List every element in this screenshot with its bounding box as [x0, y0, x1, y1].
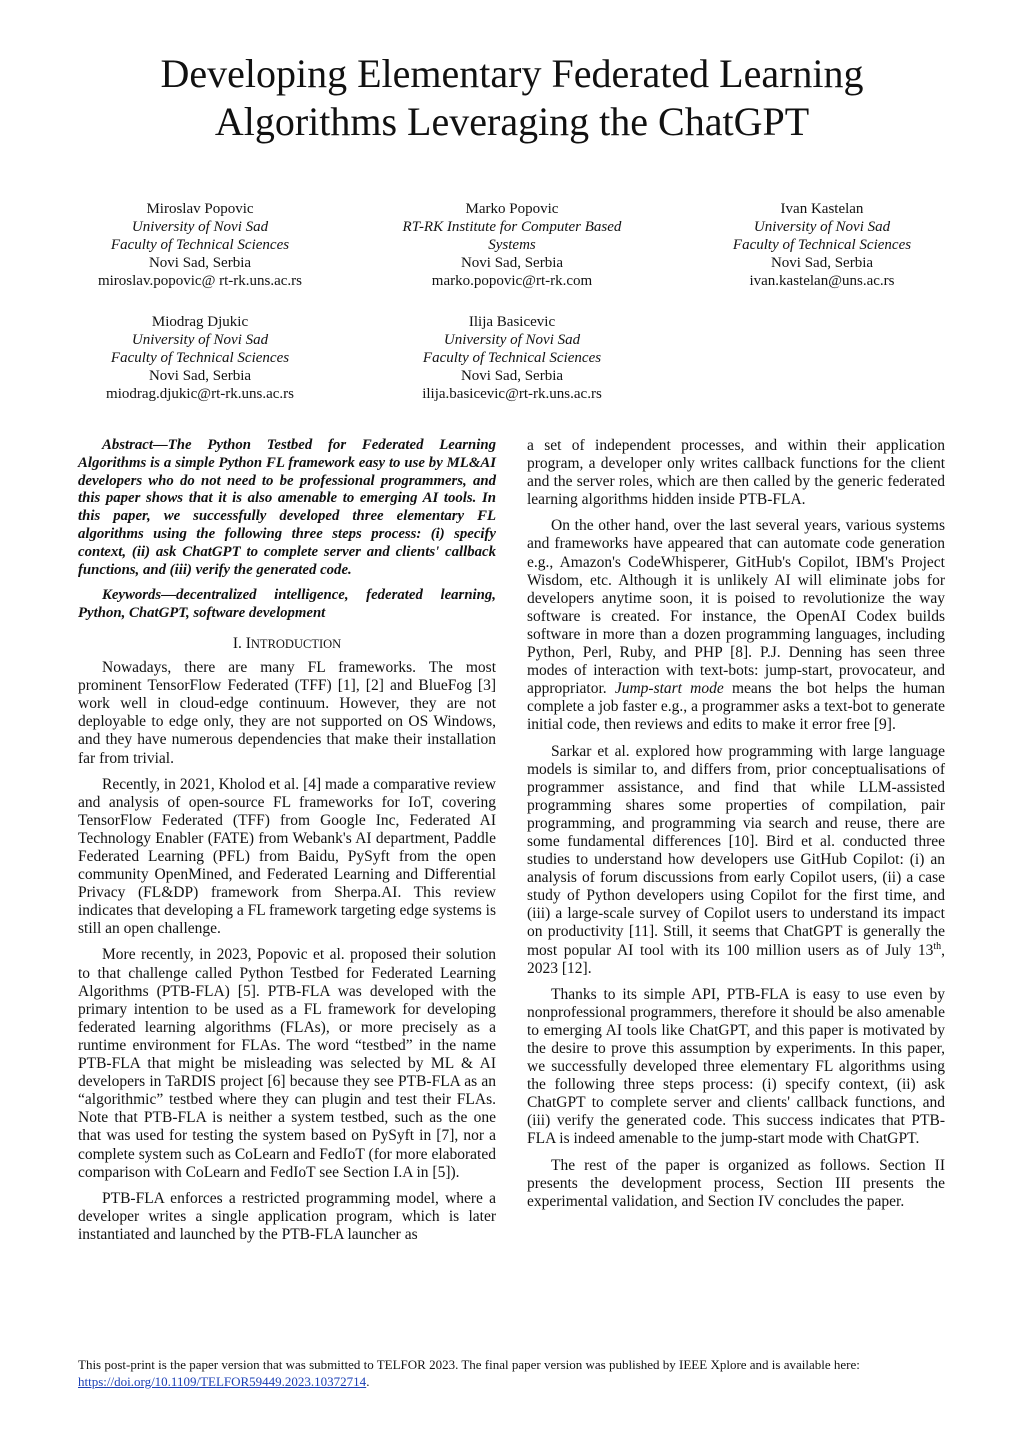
paragraph: [527, 743, 945, 978]
author-email: marko.popovic@rt-rk.com: [431, 273, 593, 289]
section-heading-introduction: [78, 635, 496, 653]
emphasis-text: Jump-start mode: [614, 680, 724, 698]
author-block-4: [70, 313, 330, 403]
author-affiliation: RT-RK Institute for Computer Based: [402, 219, 622, 235]
author-location: Novi Sad, Serbia: [460, 255, 564, 271]
author-email: miroslav.popovic@ rt-rk.uns.ac.rs: [97, 273, 303, 289]
right-column: [527, 437, 945, 1219]
paragraph-text: , 2023 [12].: [527, 941, 945, 977]
abstract: Abstract—The Python Testbed for Federated Learning Algorithms is a simple Python FL framework easy to use by ML&AI developers who do not need to be professional programmers, and this paper shows that it is also amenable to emerging AI tools. In this paper, we successfully developed three elementary FL algorithms using the following three steps process: (i) specify context, (ii) ask ChatGPT to complete server and clients' callback functions, and (iii) verify the generated code.: [78, 437, 496, 578]
author-affiliation: University of Novi Sad: [131, 219, 269, 235]
paragraph: a set of independent processes, and within their application program, a developer only writes callback functions for the client and the server roles, which are then called by the generic federated learning algorithms hidden inside PTB-FLA.: [527, 437, 945, 509]
superscript: th: [933, 940, 942, 952]
title-line-2: Algorithms Leveraging the ChatGPT: [214, 99, 810, 144]
section-number: I.: [232, 634, 242, 652]
footer-note: [78, 1356, 948, 1390]
paragraph: The rest of the paper is organized as follows. Section II presents the development process, Section III presents the experimental validation, and Section IV concludes the paper.: [527, 1156, 945, 1210]
author-name: Ivan Kastelan: [780, 201, 864, 217]
author-block-2: [382, 200, 642, 290]
keywords: Keywords—decentralized intelligence, federated learning, Python, ChatGPT, software development: [78, 587, 496, 622]
left-column: [78, 437, 496, 1252]
paragraph: PTB-FLA enforces a restricted programming model, where a developer writes a single application program, which is later instantiated and launched by the PTB-FLA launcher as: [78, 1189, 496, 1243]
paragraph-text: On the other hand, over the last several years, various systems and frameworks have appeared that can automate code generation e.g., Amazon's CodeWhisperer, GitHub's Copilot, IBM's Project Wisdom, etc. Although it is unlikely AI will eliminate jobs for developers anytime soon, it is poised to revolutionize the way software is created. For instance, the OpenAI Codex builds software in more than a dozen programming languages, including Python, Perl, Ruby, and PHP [8]. P.J. Denning has seen three modes of interaction with text-bots: jump-start, provocateur, and appropriator.: [527, 517, 945, 698]
author-email: ivan.kastelan@uns.ac.rs: [749, 273, 895, 289]
section-title-first-letter: I: [245, 634, 251, 652]
paragraph-text: means the bot helps the human complete a job faster e.g., a programmer asks a text-bot to generate initial code, then reviews and edits to make it error free [9].: [527, 680, 946, 734]
author-location: Novi Sad, Serbia: [460, 368, 564, 384]
author-affiliation: Faculty of Technical Sciences: [110, 237, 290, 253]
author-location: Novi Sad, Serbia: [148, 368, 252, 384]
author-affiliation: Faculty of Technical Sciences: [732, 237, 912, 253]
author-affiliation: University of Novi Sad: [753, 219, 891, 235]
author-affiliation: Faculty of Technical Sciences: [422, 350, 602, 366]
author-email: miodrag.djukic@rt-rk.uns.ac.rs: [106, 386, 294, 402]
title-line-1: Developing Elementary Federated Learning: [160, 51, 864, 96]
paragraph: Thanks to its simple API, PTB-FLA is easy to use even by nonprofessional programmers, therefore it should be also amenable to emerging AI tools like ChatGPT, and this paper is motivated by the desire to prove this assumption by experiments. In this paper, we successfully developed three elementary FL algorithms using the following three steps process: (i) specify context, (ii) ask ChatGPT to complete server and clients' callback functions, and (iii) verify the generated code. This success indicates that PTB-FLA is indeed amenable to the jump-start mode with ChatGPT.: [527, 985, 945, 1148]
footer-link-suffix: .: [366, 1374, 370, 1389]
author-name: Miroslav Popovic: [146, 201, 254, 217]
author-affiliation: Systems: [488, 237, 536, 253]
paper-title: [0, 50, 1024, 146]
section-title-rest: NTRODUCTION: [250, 636, 342, 651]
paragraph: Nowadays, there are many FL frameworks. The most prominent TensorFlow Federated (TFF) [1], [2] and BlueFog [3] work well in cloud-edge continuum. However, they are not deployable to edge only, they are not supported on OS Windows, and they have numerous dependencies that make their installation far from trivial.: [78, 659, 496, 767]
author-affiliation: University of Novi Sad: [443, 332, 581, 348]
paragraph: Recently, in 2021, Kholod et al. [4] made a comparative review and analysis of open-source FL frameworks for IoT, covering TensorFlow Federated (TFF) from Google Inc, Federated AI Technology Enabler (FATE) from Webank's AI department, Paddle Federated Learning (PFL) from Baidu, PySyft from the open community OpenMined, and Federated Learning and Differential Privacy (FL&DP) framework from Sherpa.AI. This review indicates that developing a FL framework targeting edge systems is still an open challenge.: [78, 775, 496, 938]
author-location: Novi Sad, Serbia: [148, 255, 252, 271]
author-name: Marko Popovic: [465, 201, 559, 217]
doi-link[interactable]: https://doi.org/10.1109/TELFOR59449.2023.10372714: [78, 1374, 367, 1389]
author-name: Ilija Basicevic: [468, 314, 556, 330]
author-affiliation: Faculty of Technical Sciences: [110, 350, 290, 366]
author-affiliation: University of Novi Sad: [131, 332, 269, 348]
author-email: ilija.basicevic@rt-rk.uns.ac.rs: [422, 386, 602, 402]
author-block-5: [382, 313, 642, 403]
paragraph: More recently, in 2023, Popovic et al. proposed their solution to that challenge called Python Testbed for Federated Learning Algorithms (PTB-FLA) [5]. PTB-FLA was developed with the primary intention to be used as a FL framework for developing federated learning algorithms (FLAs), or more precisely as a runtime environment for FLAs. The word “testbed” in the name PTB-FLA that might be misleading was selected by ML & AI developers in TaRDIS project [6] because they see PTB-FLA as an “algorithmic” testbed where they can plugin and test their FLAs. Note that PTB-FLA is neither a system testbed, such as the one that was used for testing the system based on PySyft in [7], nor a complete system such as CoLearn and FedIoT (for more elaborated comparison with CoLearn and FedIoT see Section I.A in [5]).: [78, 946, 496, 1181]
author-name: Miodrag Djukic: [151, 314, 249, 330]
footer-text: This post-print is the paper version that was submitted to TELFOR 2023. The final paper version was published by IEEE Xplore and is available here:: [78, 1357, 860, 1372]
author-block-3: [692, 200, 952, 290]
paragraph-text: Sarkar et al. explored how programming with large language models is similar to, and differs from, prior conceptualisations of programmer assistance, and find that while LLM-assisted programming shares some properties of compilation, pair programming, and programming via search and reuse, there are some fundamental differences [10]. Bird et al. conducted three studies to understand how developers use GitHub Copilot: (i) an analysis of forum discussions from early Copilot users, (ii) a case study of Python developers using Copilot for the first time, and (iii) a large-scale survey of Copilot users to understand its impact on productivity [11]. Still, it seems that ChatGPT is generally the most popular AI tool with its 100 million users as of July 13: [527, 742, 945, 959]
paragraph: [527, 517, 945, 734]
author-block-1: [70, 200, 330, 290]
author-location: Novi Sad, Serbia: [770, 255, 874, 271]
